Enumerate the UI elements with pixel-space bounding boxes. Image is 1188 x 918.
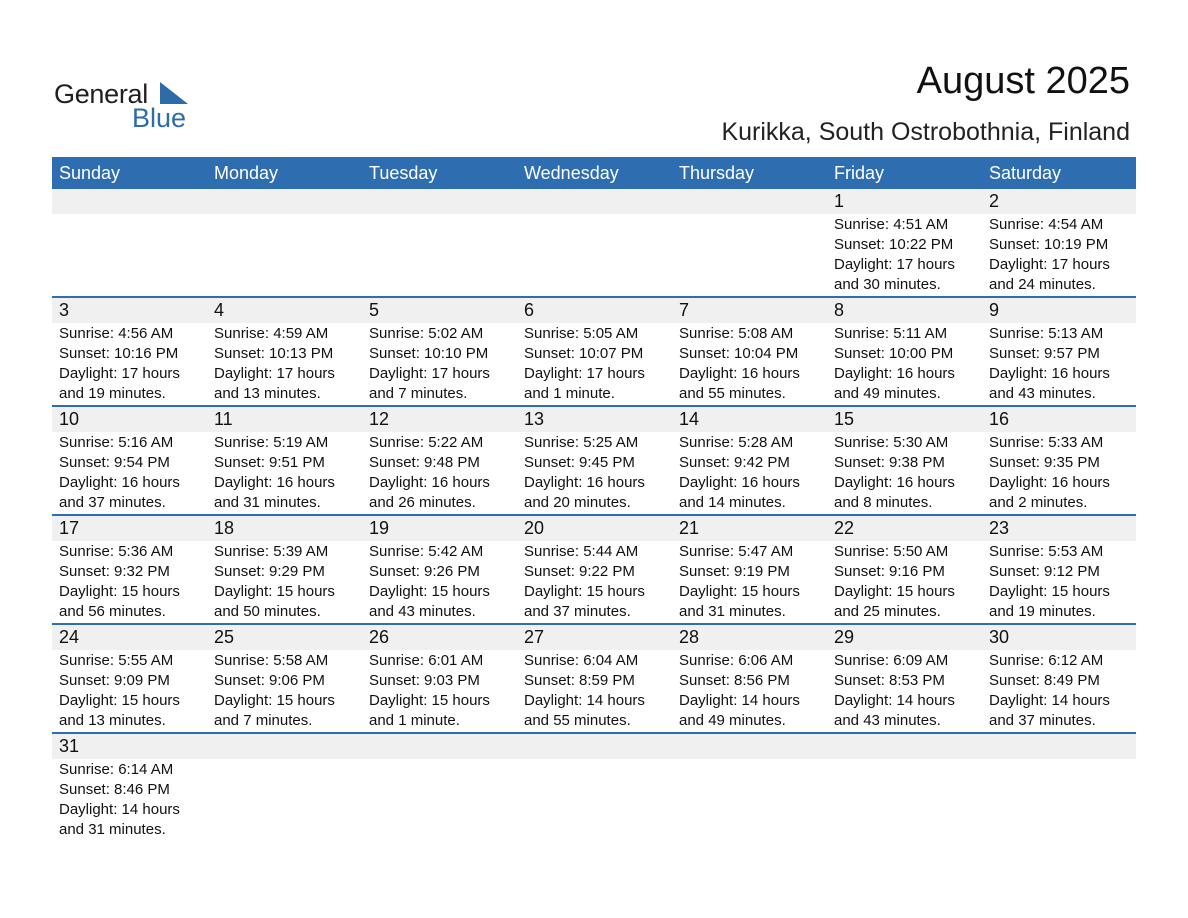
day-number <box>672 734 827 759</box>
sunset-text: Sunset: 8:49 PM <box>989 672 1100 689</box>
sunrise-text: Sunrise: 4:51 AM <box>834 216 949 233</box>
daylight-minutes-text: and 1 minute. <box>369 712 460 729</box>
day-number <box>52 189 207 214</box>
day-cell <box>362 650 517 732</box>
sunset-text: Sunset: 9:29 PM <box>214 563 325 580</box>
daylight-minutes-text: and 7 minutes. <box>369 385 468 402</box>
day-cell <box>827 541 982 623</box>
day-number <box>827 734 982 759</box>
day-cell <box>672 650 827 732</box>
weekday-thursday: Thursday <box>679 163 755 183</box>
sunset-text: Sunset: 9:57 PM <box>989 345 1100 362</box>
daylight-text: Daylight: 14 hours <box>679 692 800 709</box>
daylight-minutes-text: and 43 minutes. <box>834 712 941 729</box>
sunset-text: Sunset: 10:04 PM <box>679 345 799 362</box>
daylight-text: Daylight: 14 hours <box>989 692 1110 709</box>
day-cell <box>827 759 982 841</box>
daylight-text: Daylight: 16 hours <box>989 474 1110 491</box>
daylight-minutes-text: and 30 minutes. <box>834 276 941 293</box>
daylight-text: Daylight: 14 hours <box>524 692 645 709</box>
day-cell <box>517 759 672 841</box>
day-cell <box>672 759 827 841</box>
day-number: 20 <box>524 518 545 538</box>
weeks-container <box>52 189 1136 841</box>
daylight-minutes-text: and 31 minutes. <box>59 821 166 838</box>
day-number: 13 <box>524 409 545 429</box>
daylight-minutes-text: and 1 minute. <box>524 385 615 402</box>
daylight-text: Daylight: 15 hours <box>369 692 490 709</box>
day-number: 5 <box>369 300 380 320</box>
day-cell <box>517 432 672 514</box>
daylight-text: Daylight: 17 hours <box>834 256 955 273</box>
logo-triangle-icon <box>158 82 188 104</box>
weekday-tuesday: Tuesday <box>369 163 438 183</box>
sunrise-text: Sunrise: 5:28 AM <box>679 434 794 451</box>
daylight-minutes-text: and 55 minutes. <box>524 712 631 729</box>
sunset-text: Sunset: 9:22 PM <box>524 563 635 580</box>
day-number: 12 <box>369 409 390 429</box>
day-number-row <box>52 407 1136 432</box>
day-number: 7 <box>679 300 690 320</box>
sunset-text: Sunset: 8:56 PM <box>679 672 790 689</box>
day-cell <box>52 323 207 405</box>
daylight-text: Daylight: 15 hours <box>369 583 490 600</box>
sunrise-text: Sunrise: 5:22 AM <box>369 434 484 451</box>
day-cell <box>982 541 1136 623</box>
weekday-wednesday: Wednesday <box>524 163 619 183</box>
day-number-row <box>52 734 1136 759</box>
sunset-text: Sunset: 9:42 PM <box>679 454 790 471</box>
day-number: 17 <box>59 518 80 538</box>
day-number: 3 <box>59 300 70 320</box>
day-cell <box>517 541 672 623</box>
daylight-text: Daylight: 14 hours <box>59 801 180 818</box>
sunset-text: Sunset: 10:10 PM <box>369 345 489 362</box>
daylight-minutes-text: and 14 minutes. <box>679 494 786 511</box>
daylight-minutes-text: and 55 minutes. <box>679 385 786 402</box>
sunrise-text: Sunrise: 5:44 AM <box>524 543 639 560</box>
sunset-text: Sunset: 10:22 PM <box>834 236 954 253</box>
day-cell <box>362 323 517 405</box>
day-number <box>362 189 517 214</box>
day-cell <box>207 541 362 623</box>
sunset-text: Sunset: 9:12 PM <box>989 563 1100 580</box>
day-info-row <box>52 323 1136 405</box>
day-number: 24 <box>59 627 80 647</box>
day-cell <box>362 432 517 514</box>
sunrise-text: Sunrise: 6:06 AM <box>679 652 794 669</box>
sunrise-text: Sunrise: 6:04 AM <box>524 652 639 669</box>
day-number: 29 <box>834 627 855 647</box>
day-cell <box>982 759 1136 841</box>
sunrise-text: Sunrise: 5:39 AM <box>214 543 329 560</box>
day-info-row <box>52 759 1136 841</box>
daylight-minutes-text: and 13 minutes. <box>59 712 166 729</box>
daylight-minutes-text: and 25 minutes. <box>834 603 941 620</box>
sunset-text: Sunset: 9:32 PM <box>59 563 170 580</box>
sunset-text: Sunset: 9:45 PM <box>524 454 635 471</box>
daylight-minutes-text: and 43 minutes. <box>369 603 476 620</box>
daylight-minutes-text: and 37 minutes. <box>524 603 631 620</box>
day-cell <box>827 323 982 405</box>
daylight-minutes-text: and 50 minutes. <box>214 603 321 620</box>
day-number: 19 <box>369 518 390 538</box>
day-number: 18 <box>214 518 235 538</box>
sunset-text: Sunset: 9:09 PM <box>59 672 170 689</box>
daylight-minutes-text: and 19 minutes. <box>59 385 166 402</box>
daylight-minutes-text: and 49 minutes. <box>834 385 941 402</box>
daylight-text: Daylight: 14 hours <box>834 692 955 709</box>
daylight-text: Daylight: 15 hours <box>989 583 1110 600</box>
sunset-text: Sunset: 9:38 PM <box>834 454 945 471</box>
daylight-text: Daylight: 15 hours <box>214 583 335 600</box>
day-cell <box>207 650 362 732</box>
day-number: 14 <box>679 409 700 429</box>
sunset-text: Sunset: 9:03 PM <box>369 672 480 689</box>
day-number: 4 <box>214 300 225 320</box>
day-info-row <box>52 214 1136 296</box>
sunrise-text: Sunrise: 5:05 AM <box>524 325 639 342</box>
weekday-sunday: Sunday <box>59 163 121 183</box>
day-cell <box>362 214 517 296</box>
daylight-text: Daylight: 17 hours <box>369 365 490 382</box>
day-number-row <box>52 516 1136 541</box>
day-cell <box>672 323 827 405</box>
sunrise-text: Sunrise: 4:56 AM <box>59 325 174 342</box>
calendar-week <box>52 516 1136 625</box>
day-number: 22 <box>834 518 855 538</box>
calendar-week <box>52 298 1136 407</box>
day-cell <box>52 650 207 732</box>
day-number: 31 <box>59 736 80 756</box>
day-cell <box>982 432 1136 514</box>
sunset-text: Sunset: 9:19 PM <box>679 563 790 580</box>
day-number-row <box>52 625 1136 650</box>
sunrise-text: Sunrise: 5:11 AM <box>834 325 948 342</box>
day-number: 21 <box>679 518 700 538</box>
location-subtitle: Kurikka, South Ostrobothnia, Finland <box>721 118 1130 146</box>
daylight-minutes-text: and 20 minutes. <box>524 494 631 511</box>
daylight-minutes-text: and 31 minutes. <box>214 494 321 511</box>
daylight-text: Daylight: 16 hours <box>59 474 180 491</box>
day-cell <box>982 214 1136 296</box>
day-cell <box>52 541 207 623</box>
daylight-minutes-text: and 56 minutes. <box>59 603 166 620</box>
calendar-week <box>52 625 1136 734</box>
daylight-minutes-text: and 26 minutes. <box>369 494 476 511</box>
sunset-text: Sunset: 9:26 PM <box>369 563 480 580</box>
sunset-text: Sunset: 9:35 PM <box>989 454 1100 471</box>
day-number: 27 <box>524 627 545 647</box>
sunset-text: Sunset: 9:06 PM <box>214 672 325 689</box>
day-number-row <box>52 189 1136 214</box>
daylight-text: Daylight: 16 hours <box>214 474 335 491</box>
day-cell <box>207 214 362 296</box>
day-number: 16 <box>989 409 1010 429</box>
sunrise-text: Sunrise: 5:19 AM <box>214 434 329 451</box>
page-title: August 2025 <box>916 60 1130 102</box>
sunrise-text: Sunrise: 5:30 AM <box>834 434 949 451</box>
day-cell <box>362 541 517 623</box>
daylight-text: Daylight: 16 hours <box>679 474 800 491</box>
day-info-row <box>52 432 1136 514</box>
calendar-week <box>52 734 1136 841</box>
day-number-row <box>52 298 1136 323</box>
day-cell <box>207 432 362 514</box>
sunset-text: Sunset: 10:19 PM <box>989 236 1109 253</box>
day-cell <box>982 323 1136 405</box>
sunset-text: Sunset: 10:16 PM <box>59 345 179 362</box>
day-cell <box>672 432 827 514</box>
day-cell <box>52 214 207 296</box>
daylight-text: Daylight: 16 hours <box>679 365 800 382</box>
daylight-minutes-text: and 31 minutes. <box>679 603 786 620</box>
day-cell <box>827 432 982 514</box>
sunset-text: Sunset: 9:48 PM <box>369 454 480 471</box>
day-cell <box>207 323 362 405</box>
sunrise-text: Sunrise: 4:59 AM <box>214 325 329 342</box>
daylight-text: Daylight: 16 hours <box>524 474 645 491</box>
weekday-header-row <box>52 157 1136 189</box>
sunrise-text: Sunrise: 6:14 AM <box>59 761 174 778</box>
day-cell <box>52 432 207 514</box>
calendar-week <box>52 407 1136 516</box>
day-cell <box>827 214 982 296</box>
day-number: 15 <box>834 409 855 429</box>
day-cell <box>672 214 827 296</box>
day-number <box>207 734 362 759</box>
day-info-row <box>52 650 1136 732</box>
sunrise-text: Sunrise: 5:47 AM <box>679 543 794 560</box>
sunrise-text: Sunrise: 5:16 AM <box>59 434 174 451</box>
sunset-text: Sunset: 9:54 PM <box>59 454 170 471</box>
logo <box>54 79 204 133</box>
daylight-text: Daylight: 15 hours <box>214 692 335 709</box>
sunrise-text: Sunrise: 6:09 AM <box>834 652 949 669</box>
day-number: 28 <box>679 627 700 647</box>
sunrise-text: Sunrise: 4:54 AM <box>989 216 1104 233</box>
day-number: 8 <box>834 300 845 320</box>
day-number: 11 <box>214 409 233 429</box>
calendar-grid <box>52 157 1136 841</box>
sunrise-text: Sunrise: 5:13 AM <box>989 325 1104 342</box>
day-cell <box>52 759 207 841</box>
sunrise-text: Sunrise: 5:42 AM <box>369 543 484 560</box>
daylight-minutes-text: and 49 minutes. <box>679 712 786 729</box>
sunset-text: Sunset: 9:16 PM <box>834 563 945 580</box>
day-number: 10 <box>59 409 80 429</box>
day-number: 1 <box>834 191 845 211</box>
day-number: 9 <box>989 300 1000 320</box>
day-number <box>517 734 672 759</box>
daylight-minutes-text: and 19 minutes. <box>989 603 1096 620</box>
daylight-minutes-text: and 24 minutes. <box>989 276 1096 293</box>
day-cell <box>517 214 672 296</box>
sunrise-text: Sunrise: 5:55 AM <box>59 652 174 669</box>
daylight-text: Daylight: 15 hours <box>524 583 645 600</box>
sunrise-text: Sunrise: 5:36 AM <box>59 543 174 560</box>
weekday-friday: Friday <box>834 163 885 183</box>
day-cell <box>207 759 362 841</box>
day-number: 26 <box>369 627 390 647</box>
sunset-text: Sunset: 10:00 PM <box>834 345 954 362</box>
daylight-minutes-text: and 2 minutes. <box>989 494 1088 511</box>
sunrise-text: Sunrise: 5:02 AM <box>369 325 484 342</box>
day-cell <box>672 541 827 623</box>
sunrise-text: Sunrise: 5:58 AM <box>214 652 329 669</box>
daylight-text: Daylight: 17 hours <box>59 365 180 382</box>
sunset-text: Sunset: 8:59 PM <box>524 672 635 689</box>
sunset-text: Sunset: 9:51 PM <box>214 454 325 471</box>
calendar-week <box>52 189 1136 298</box>
daylight-minutes-text: and 7 minutes. <box>214 712 313 729</box>
day-number: 2 <box>989 191 1000 211</box>
weekday-monday: Monday <box>214 163 279 183</box>
day-number <box>672 189 827 214</box>
day-number <box>982 734 1136 759</box>
day-number <box>517 189 672 214</box>
sunrise-text: Sunrise: 5:08 AM <box>679 325 794 342</box>
logo-word-blue: Blue <box>132 103 187 133</box>
daylight-minutes-text: and 13 minutes. <box>214 385 321 402</box>
daylight-minutes-text: and 43 minutes. <box>989 385 1096 402</box>
daylight-text: Daylight: 17 hours <box>989 256 1110 273</box>
logo-word-general: General <box>54 79 148 109</box>
day-cell <box>517 650 672 732</box>
daylight-text: Daylight: 16 hours <box>369 474 490 491</box>
sunrise-text: Sunrise: 6:01 AM <box>369 652 484 669</box>
daylight-text: Daylight: 16 hours <box>834 365 955 382</box>
sunrise-text: Sunrise: 5:53 AM <box>989 543 1104 560</box>
daylight-text: Daylight: 16 hours <box>834 474 955 491</box>
daylight-text: Daylight: 17 hours <box>524 365 645 382</box>
daylight-text: Daylight: 17 hours <box>214 365 335 382</box>
daylight-minutes-text: and 37 minutes. <box>59 494 166 511</box>
day-cell <box>362 759 517 841</box>
sunrise-text: Sunrise: 5:25 AM <box>524 434 639 451</box>
day-number <box>362 734 517 759</box>
sunrise-text: Sunrise: 5:50 AM <box>834 543 949 560</box>
sunset-text: Sunset: 8:53 PM <box>834 672 945 689</box>
day-cell <box>517 323 672 405</box>
day-number: 30 <box>989 627 1010 647</box>
sunset-text: Sunset: 10:13 PM <box>214 345 334 362</box>
day-info-row <box>52 541 1136 623</box>
day-number: 6 <box>524 300 535 320</box>
daylight-text: Daylight: 15 hours <box>59 583 180 600</box>
day-number: 25 <box>214 627 235 647</box>
weekday-saturday: Saturday <box>989 163 1062 183</box>
day-number <box>207 189 362 214</box>
sunset-text: Sunset: 8:46 PM <box>59 781 170 798</box>
daylight-minutes-text: and 8 minutes. <box>834 494 933 511</box>
day-cell <box>827 650 982 732</box>
daylight-text: Daylight: 15 hours <box>679 583 800 600</box>
daylight-text: Daylight: 15 hours <box>834 583 955 600</box>
daylight-minutes-text: and 37 minutes. <box>989 712 1096 729</box>
day-cell <box>982 650 1136 732</box>
sunset-text: Sunset: 10:07 PM <box>524 345 644 362</box>
daylight-text: Daylight: 16 hours <box>989 365 1110 382</box>
day-number: 23 <box>989 518 1010 538</box>
sunrise-text: Sunrise: 5:33 AM <box>989 434 1104 451</box>
sunrise-text: Sunrise: 6:12 AM <box>989 652 1104 669</box>
daylight-text: Daylight: 15 hours <box>59 692 180 709</box>
